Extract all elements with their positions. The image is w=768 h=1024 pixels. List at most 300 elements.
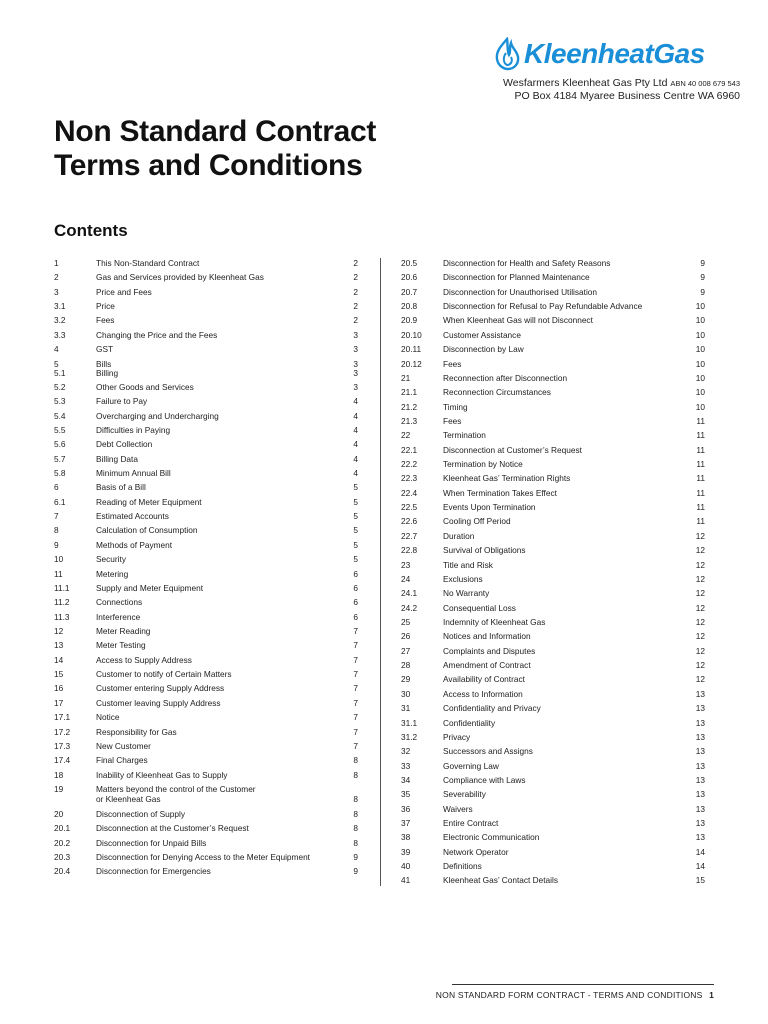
toc-entry	[401, 328, 705, 342]
toc-entry-page: 2	[353, 258, 358, 268]
toc-entry-title: Governing Law	[443, 760, 499, 771]
toc-entry-title: Title and Risk	[443, 559, 493, 570]
toc-entry-title: Fees	[443, 415, 462, 426]
toc-entry-page: 4	[353, 424, 358, 435]
toc-entry-page: 2	[353, 286, 358, 297]
toc-entry-page: 4	[353, 410, 358, 421]
toc-entry	[54, 667, 358, 681]
toc-entry-number: 30	[401, 688, 411, 699]
toc-entry-title: Notices and Information	[443, 631, 531, 642]
toc-entry-number: 33	[401, 760, 411, 771]
toc-entry-page: 13	[695, 789, 705, 800]
toc-entry-title: Interference	[96, 611, 141, 622]
toc-entry	[54, 394, 358, 408]
toc-entry-title: Security	[96, 554, 126, 565]
toc-entry	[401, 400, 705, 414]
toc-entry-title: Billing	[96, 367, 119, 378]
toc-entry-number: 22	[401, 430, 411, 441]
toc-entry-page: 8	[353, 837, 358, 848]
toc-entry-page: 10	[695, 329, 705, 340]
toc-entry	[54, 357, 358, 369]
toc-entry-page: 12	[695, 602, 705, 613]
toc-entry-number: 26	[401, 631, 411, 642]
toc-entry-title: Other Goods and Services	[96, 381, 194, 392]
toc-entry-number: 1	[54, 258, 59, 268]
toc-entry-title: Timing	[443, 401, 468, 412]
toc-entry-title: Reading of Meter Equipment	[96, 496, 202, 507]
toc-entry-page: 5	[353, 539, 358, 550]
toc-entry-number: 24.1	[401, 588, 418, 599]
toc-entry	[401, 658, 705, 672]
toc-entry-page: 10	[695, 301, 705, 312]
toc-entry-title: Matters beyond the control of the Customer or Kleenheat Gas	[96, 783, 256, 804]
toc-entry	[401, 873, 705, 887]
toc-entry-page: 12	[695, 674, 705, 685]
toc-entry-title: Disconnection for Health and Safety Reasons	[443, 258, 611, 268]
toc-entry-number: 31.2	[401, 731, 418, 742]
toc-entry-number: 19	[54, 783, 64, 794]
toc-entry-number: 17.4	[54, 755, 71, 766]
toc-entry	[54, 285, 358, 299]
toc-entry-title: Failure to Pay	[96, 396, 148, 407]
toc-entry-number: 40	[401, 861, 411, 872]
toc-entry-number: 17.2	[54, 726, 71, 737]
toc-entry	[54, 782, 358, 807]
toc-entry-page: 4	[353, 439, 358, 450]
toc-entry-page: 13	[695, 760, 705, 771]
toc-entry-number: 5.1	[54, 367, 66, 378]
toc-entry-title: Exclusions	[443, 573, 483, 584]
toc-entry	[54, 270, 358, 284]
toc-entry-number: 29	[401, 674, 411, 685]
toc-entry	[54, 681, 358, 695]
toc-entry-number: 3.1	[54, 301, 66, 312]
kleenheat-logo	[492, 36, 742, 72]
toc-entry-title: Price	[96, 301, 115, 312]
toc-entry-page: 12	[695, 645, 705, 656]
toc-entry-page: 12	[695, 559, 705, 570]
toc-entry-number: 5.2	[54, 381, 66, 392]
toc-entry-number: 15	[54, 669, 64, 680]
toc-entry-number: 7	[54, 511, 59, 522]
toc-entry	[401, 787, 705, 801]
toc-entry-number: 20.12	[401, 358, 422, 369]
toc-entry-page: 12	[695, 573, 705, 584]
toc-entry	[54, 366, 358, 380]
toc-entry-title: Confidentiality and Privacy	[443, 703, 541, 714]
toc-entry	[54, 710, 358, 724]
toc-entry-title: Disconnection at the Customer’s Request	[96, 823, 249, 834]
toc-entry	[54, 552, 358, 566]
toc-entry-title: Termination	[443, 430, 486, 441]
toc-entry-title: Disconnection for Unauthorised Utilisation	[443, 286, 598, 297]
toc-entry-number: 20.8	[401, 301, 418, 312]
toc-entry-title: Fees	[443, 358, 462, 369]
toc-entry	[401, 457, 705, 471]
toc-entry-number: 20	[54, 808, 64, 819]
toc-entry-number: 21.3	[401, 415, 418, 426]
toc-entry-page: 10	[695, 358, 705, 369]
toc-entry-number: 11	[54, 568, 63, 579]
toc-entry-page: 13	[695, 803, 705, 814]
toc-entry-number: 11.2	[54, 597, 70, 608]
toc-entry-title: Responsibility for Gas	[96, 726, 177, 737]
toc-entry	[401, 514, 705, 528]
toc-entry-page: 13	[695, 731, 705, 742]
toc-entry	[54, 821, 358, 835]
toc-entry	[54, 256, 358, 270]
toc-entry	[401, 471, 705, 485]
toc-entry-page: 4	[353, 453, 358, 464]
toc-entry-number: 5.3	[54, 396, 66, 407]
toc-entry-title: Indemnity of Kleenheat Gas	[443, 616, 546, 627]
toc-entry-title: Events Upon Termination	[443, 502, 536, 513]
toc-entry	[54, 624, 358, 638]
toc-entry-page: 11	[696, 487, 705, 498]
page-title	[54, 115, 376, 183]
toc-entry-page: 5	[353, 511, 358, 522]
toc-entry-title: Disconnection for Refusal to Pay Refundable Advance	[443, 301, 643, 312]
toc-entry-page: 4	[353, 468, 358, 479]
toc-entry	[54, 495, 358, 509]
toc-entry-title: When Kleenheat Gas will not Disconnect	[443, 315, 593, 326]
toc-entry-title: Disconnection for Emergencies	[96, 866, 211, 877]
toc-entry	[401, 816, 705, 830]
toc-entry	[54, 313, 358, 327]
toc-entry-number: 3.3	[54, 329, 66, 340]
toc-entry-number: 6.1	[54, 496, 66, 507]
toc-entry-title: Access to Supply Address	[96, 654, 192, 665]
toc-entry-number: 25	[401, 616, 411, 627]
toc-entry-title: Waivers	[443, 803, 473, 814]
toc-entry-number: 24	[401, 573, 411, 584]
toc-entry-page: 11	[696, 502, 705, 513]
toc-entry-title: No Warranty	[443, 588, 490, 599]
toc-entry-page: 3	[353, 344, 358, 355]
toc-entry-number: 5.8	[54, 468, 66, 479]
toc-entry-title: Availability of Contract	[443, 674, 525, 685]
toc-entry-page: 13	[695, 832, 705, 843]
toc-entry-number: 39	[401, 846, 411, 857]
toc-entry-page: 5	[353, 554, 358, 565]
toc-entry-title: Kleenheat Gas’ Contact Details	[443, 875, 558, 886]
toc-entry-title: Compliance with Laws	[443, 774, 526, 785]
toc-entry-page: 12	[695, 660, 705, 671]
toc-entry	[54, 850, 358, 864]
toc-entry-title: Survival of Obligations	[443, 545, 526, 556]
toc-entry-title: Estimated Accounts	[96, 511, 169, 522]
toc-entry	[401, 730, 705, 744]
toc-entry-title: Customer Assistance	[443, 329, 521, 340]
toc-entry-title: Disconnection by Law	[443, 344, 524, 355]
toc-entry-number: 22.3	[401, 473, 418, 484]
toc-entry-page: 10	[695, 372, 705, 383]
toc-entry	[401, 572, 705, 586]
toc-entry-title: Difficulties in Paying	[96, 424, 171, 435]
toc-entry-page: 9	[700, 286, 705, 297]
toc-entry	[401, 443, 705, 457]
toc-entry-number: 20.7	[401, 286, 418, 297]
toc-entry-page: 2	[353, 315, 358, 326]
toc-entry	[54, 523, 358, 537]
toc-entry	[54, 299, 358, 313]
toc-entry-title: Customer entering Supply Address	[96, 683, 225, 694]
toc-entry-number: 17	[54, 697, 64, 708]
toc-entry-number: 38	[401, 832, 411, 843]
toc-entry-title: Meter Reading	[96, 625, 151, 636]
toc-entry-title: Kleenheat Gas’ Termination Rights	[443, 473, 571, 484]
toc-entry-number: 22.6	[401, 516, 418, 527]
toc-entry-page: 3	[353, 381, 358, 392]
toc-entry-page: 3	[353, 329, 358, 340]
toc-entry-page: 15	[695, 875, 705, 886]
toc-entry	[401, 644, 705, 658]
toc-entry	[54, 452, 358, 466]
page-footer	[436, 990, 714, 1000]
toc-entry	[401, 385, 705, 399]
toc-entry-title: Basis of a Bill	[96, 482, 146, 493]
toc-entry-page: 10	[695, 315, 705, 326]
toc-entry-title: Minimum Annual Bill	[96, 468, 171, 479]
toc-entry-page: 7	[353, 625, 358, 636]
toc-entry	[401, 859, 705, 873]
toc-entry	[54, 328, 358, 342]
toc-entry-number: 3.2	[54, 315, 66, 326]
toc-entry	[54, 653, 358, 667]
toc-entry	[54, 466, 358, 480]
toc-entry-number: 2	[54, 272, 59, 283]
toc-entry-title: Disconnection at Customer’s Request	[443, 444, 582, 455]
toc-entry-page: 3	[353, 367, 358, 378]
toc-entry-page: 14	[695, 861, 705, 872]
toc-entry	[54, 768, 358, 782]
toc-entry-number: 20.9	[401, 315, 418, 326]
toc-entry-title: Customer leaving Supply Address	[96, 697, 221, 708]
toc-entry	[54, 807, 358, 821]
toc-entry-title: Reconnection Circumstances	[443, 387, 551, 398]
toc-entry-page: 10	[695, 401, 705, 412]
toc-entry-title: Calculation of Consumption	[96, 525, 198, 536]
toc-entry-page: 11	[696, 473, 705, 484]
toc-entry-number: 27	[401, 645, 411, 656]
toc-entry-page: 13	[695, 703, 705, 714]
toc-entry-title: Definitions	[443, 861, 482, 872]
toc-entry	[54, 595, 358, 609]
toc-entry-page: 8	[353, 808, 358, 819]
toc-entry-page: 2	[353, 272, 358, 283]
company-details	[503, 77, 740, 103]
toc-entry-page: 11	[696, 430, 705, 441]
toc-entry-page: 13	[695, 717, 705, 728]
toc-entry	[401, 256, 705, 270]
toc-entry-number: 5.5	[54, 424, 66, 435]
toc-entry-number: 34	[401, 774, 411, 785]
footer-text: NON STANDARD FORM CONTRACT - TERMS AND CONDITIONS	[435, 990, 703, 1000]
toc-entry	[401, 299, 705, 313]
toc-entry-page: 5	[353, 482, 358, 493]
toc-entry	[54, 864, 358, 878]
toc-entry-title: Consequential Loss	[443, 602, 516, 613]
footer-rule	[452, 984, 714, 985]
company-name: Wesfarmers Kleenheat Gas Pty Ltd	[503, 77, 668, 89]
toc-entry-number: 20.10	[401, 329, 422, 340]
toc-entry-number: 5.7	[54, 453, 66, 464]
toc-entry	[54, 739, 358, 753]
toc-entry-page: 10	[695, 344, 705, 355]
toc-entry-page: 7	[353, 683, 358, 694]
toc-entry	[401, 414, 705, 428]
toc-entry-page: 7	[353, 712, 358, 723]
toc-entry-number: 21.1	[401, 387, 418, 398]
toc-entry-number: 20.1	[54, 823, 71, 834]
toc-entry-number: 20.3	[54, 852, 71, 863]
toc-entry-title: Debt Collection	[96, 439, 153, 450]
toc-entry	[401, 270, 705, 284]
toc-entry-title: Metering	[96, 568, 129, 579]
toc-entry-title: Connections	[96, 597, 143, 608]
toc-entry	[401, 687, 705, 701]
toc-entry	[401, 672, 705, 686]
flame-icon	[492, 37, 522, 71]
toc-entry-title: Network Operator	[443, 846, 509, 857]
toc-entry-page: 11	[696, 444, 705, 455]
toc-entry-title: Overcharging and Undercharging	[96, 410, 219, 421]
toc-entry-number: 20.5	[401, 258, 418, 268]
toc-entry-title: Disconnection for Unpaid Bills	[96, 837, 207, 848]
toc-entry-number: 22.7	[401, 530, 418, 541]
toc-entry-number: 17.1	[54, 712, 71, 723]
toc-entry-number: 18	[54, 769, 64, 780]
toc-entry	[54, 696, 358, 710]
toc-entry-title: Disconnection for Denying Access to the Meter Equipment	[96, 852, 310, 863]
toc-entry	[401, 313, 705, 327]
toc-entry-number: 20.2	[54, 837, 71, 848]
toc-entry	[54, 423, 358, 437]
toc-entry-page: 9	[353, 852, 358, 863]
toc-entry-number: 37	[401, 818, 411, 829]
toc-entry-page: 13	[695, 688, 705, 699]
toc-entry-page: 6	[353, 582, 358, 593]
toc-entry-page: 6	[353, 611, 358, 622]
toc-entry-page: 11	[696, 459, 705, 470]
toc-entry-title: Fees	[96, 315, 115, 326]
company-address: PO Box 4184 Myaree Business Centre WA 6960	[514, 90, 740, 102]
toc-entry	[401, 615, 705, 629]
toc-entry-number: 6	[54, 482, 59, 493]
toc-entry-title: Disconnection of Supply	[96, 808, 186, 819]
toc-entry-page: 7	[353, 726, 358, 737]
toc-entry	[54, 509, 358, 523]
toc-entry	[401, 601, 705, 615]
toc-entry-page: 13	[695, 818, 705, 829]
toc-entry	[401, 543, 705, 557]
toc-entry-title: Termination by Notice	[443, 459, 523, 470]
toc-entry	[401, 629, 705, 643]
title-line-2: Terms and Conditions	[54, 149, 363, 182]
toc-entry-page: 13	[695, 746, 705, 757]
toc-entry	[401, 716, 705, 730]
toc-entry-number: 3	[54, 286, 59, 297]
column-divider	[380, 258, 381, 886]
toc-entry-number: 41	[401, 875, 411, 886]
toc-entry-title: GST	[96, 344, 114, 355]
toc-entry-title: Changing the Price and the Fees	[96, 329, 218, 340]
toc-entry-number: 20.6	[401, 272, 418, 283]
toc-entry-number: 11.3	[54, 611, 70, 622]
toc-entry-title: Successors and Assigns	[443, 746, 533, 757]
toc-entry-page: 8	[353, 755, 358, 766]
toc-entry-number: 22.2	[401, 459, 418, 470]
toc-entry-title: Confidentiality	[443, 717, 496, 728]
toc-entry-page: 10	[695, 387, 705, 398]
toc-entry-number: 4	[54, 344, 59, 355]
toc-entry-page: 14	[695, 846, 705, 857]
toc-entry-title: Supply and Meter Equipment	[96, 582, 204, 593]
toc-entry-title: Methods of Payment	[96, 539, 173, 550]
toc-entry	[54, 753, 358, 767]
toc-entry-number: 8	[54, 525, 59, 536]
toc-entry-page: 2	[353, 301, 358, 312]
toc-entry	[401, 701, 705, 715]
toc-entry-title: Billing Data	[96, 453, 138, 464]
toc-entry-number: 9	[54, 539, 59, 550]
toc-entry-page: 12	[695, 588, 705, 599]
toc-entry-number: 35	[401, 789, 411, 800]
toc-entry	[54, 538, 358, 552]
toc-entry-page: 8	[353, 823, 358, 834]
toc-entry	[401, 371, 705, 385]
toc-entry-number: 22.1	[401, 444, 418, 455]
toc-entry-page: 9	[700, 258, 705, 268]
toc-entry-title: Price and Fees	[96, 286, 152, 297]
toc-entry-number: 22.8	[401, 545, 418, 556]
toc-entry	[54, 581, 358, 595]
toc-entry-title: Severability	[443, 789, 486, 800]
toc-entry-title: Gas and Services provided by Kleenheat Gas	[96, 272, 264, 283]
toc-entry	[54, 342, 358, 356]
toc-entry-title: Disconnection for Planned Maintenance	[443, 272, 590, 283]
toc-entry-title: Final Charges	[96, 755, 148, 766]
toc-entry-page: 5	[353, 496, 358, 507]
toc-entry-page: 13	[695, 774, 705, 785]
toc-entry-number: 14	[54, 654, 64, 665]
toc-entry-page: 12	[695, 545, 705, 556]
toc-entry-number: 23	[401, 559, 411, 570]
toc-entry-page: 12	[695, 530, 705, 541]
toc-entry	[401, 744, 705, 758]
toc-entry-number: 21.2	[401, 401, 418, 412]
toc-entry-page: 8	[353, 793, 358, 804]
title-line-1: Non Standard Contract	[54, 115, 377, 148]
toc-entry-page: 3	[353, 358, 358, 369]
toc-entry	[401, 830, 705, 844]
toc-entry-number: 16	[54, 683, 64, 694]
toc-entry	[401, 486, 705, 500]
toc-entry-title: Inability of Kleenheat Gas to Supply	[96, 769, 228, 780]
toc-entry-page: 7	[353, 669, 358, 680]
toc-entry-page: 7	[353, 740, 358, 751]
toc-entry-page: 8	[353, 769, 358, 780]
toc-entry-number: 28	[401, 660, 411, 671]
toc-entry-number: 24.2	[401, 602, 418, 613]
toc-entry-number: 31.1	[401, 717, 418, 728]
logo-wordmark: KleenheatGas	[524, 38, 705, 69]
toc-entry	[401, 759, 705, 773]
toc-entry-page: 5	[353, 525, 358, 536]
toc-entry	[401, 357, 705, 371]
toc-entry-number: 36	[401, 803, 411, 814]
toc-entry-title: Bills	[96, 358, 112, 369]
